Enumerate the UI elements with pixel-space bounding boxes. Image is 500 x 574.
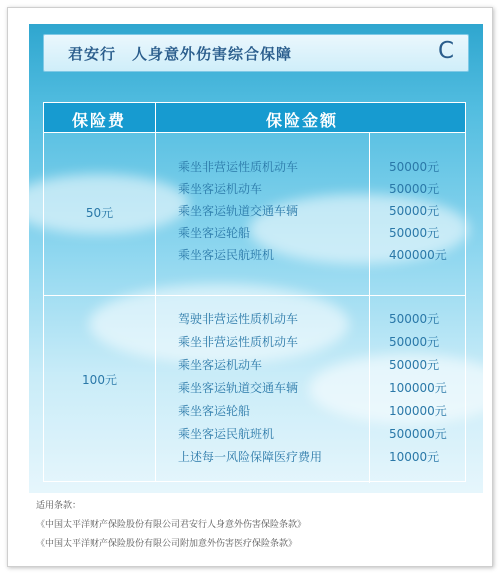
column-divider: [155, 103, 156, 481]
column-header-sum-insured: 保险金额: [266, 111, 339, 130]
group-divider: [44, 295, 465, 296]
card-header: [43, 34, 469, 72]
premium-100: 100元: [82, 373, 117, 387]
amount-item: 50000元: [389, 358, 440, 372]
document-frame: [7, 7, 493, 567]
clauses-label: 适用条款：: [36, 501, 82, 511]
amount-item: 50000元: [389, 204, 440, 218]
amount-item: 50000元: [389, 335, 440, 349]
amount-item: 10000元: [389, 450, 440, 464]
amount-item: 500000元: [389, 427, 447, 441]
amount-item: 50000元: [389, 182, 440, 196]
coverage-item: 乘坐客运轮船: [178, 404, 251, 418]
amount-item: 50000元: [389, 226, 440, 240]
coverage-item: 乘坐非营运性质机动车: [178, 335, 299, 349]
coverage-table: [43, 102, 466, 482]
insurance-card: [29, 24, 483, 493]
column-header-premium: 保险费: [72, 111, 127, 130]
applicable-clauses: [36, 497, 306, 554]
coverage-item: 乘坐客运民航班机: [178, 248, 275, 262]
coverage-item: 乘坐非营运性质机动车: [178, 160, 299, 174]
amount-item: 50000元: [389, 160, 440, 174]
amount-item: 50000元: [389, 312, 440, 326]
plan-letter: C: [437, 38, 454, 64]
coverage-item: 上述每一风险保障医疗费用: [178, 450, 323, 464]
coverage-item: 驾驶非营运性质机动车: [178, 312, 299, 326]
clause-item: 《中国太平洋财产保险股份有限公司君安行人身意外伤害保险条款》: [36, 520, 307, 530]
amount-item: 400000元: [389, 248, 447, 262]
coverage-item: 乘坐客运机动车: [178, 358, 263, 372]
table-header-row: [44, 103, 465, 133]
card-title: 君安行 人身意外伤害综合保障: [68, 45, 293, 63]
premium-50: 50元: [85, 206, 114, 220]
coverage-item: 乘坐客运机动车: [178, 182, 263, 196]
amount-item: 100000元: [389, 381, 447, 395]
coverage-item: 乘坐客运民航班机: [178, 427, 275, 441]
clause-item: 《中国太平洋财产保险股份有限公司附加意外伤害医疗保险条款》: [36, 539, 298, 549]
coverage-item: 乘坐客运轮船: [178, 226, 251, 240]
coverage-item: 乘坐客运轨道交通车辆: [178, 381, 299, 395]
column-divider: [369, 132, 370, 483]
amount-item: 100000元: [389, 404, 447, 418]
coverage-item: 乘坐客运轨道交通车辆: [178, 204, 299, 218]
